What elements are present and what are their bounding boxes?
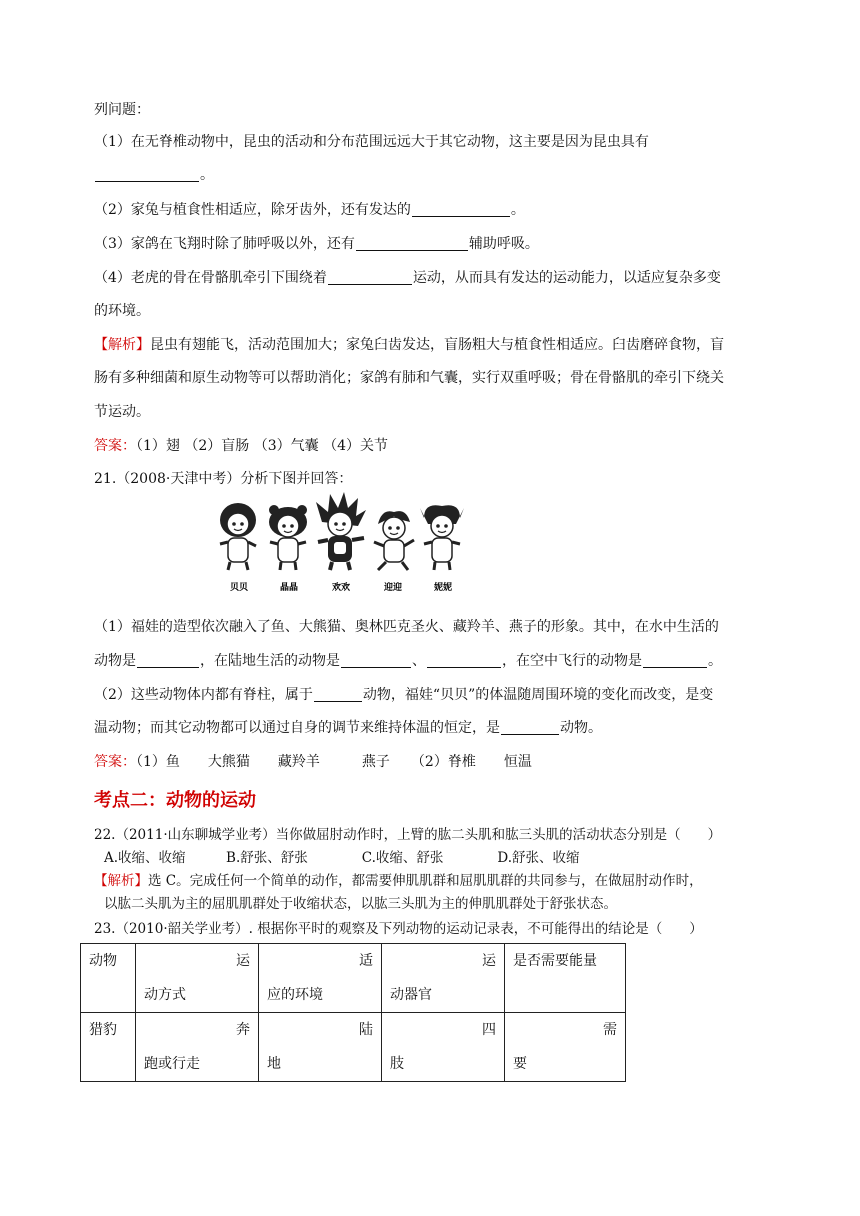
text-fragment: （4）老虎的骨在骨骼肌牵引下围绕着 xyxy=(94,270,327,286)
fuwa-name: 妮妮 xyxy=(434,583,453,593)
movement-record-table xyxy=(80,943,626,1082)
answer-blank xyxy=(643,653,707,668)
answer-blank xyxy=(356,236,468,251)
answer-line xyxy=(94,437,388,455)
text-line: 列问题： xyxy=(94,102,150,118)
question-21: 21.（2008·天津中考）分析下图并回答： xyxy=(94,471,353,487)
text-fragment: 。 xyxy=(200,167,214,183)
fuwa-name: 欢欢 xyxy=(332,583,351,593)
analysis-line: 节运动。 xyxy=(94,404,150,420)
analysis-line xyxy=(94,872,703,890)
fuwa-image xyxy=(208,492,470,596)
text-fragment: （1）鱼 大熊猫 藏羚羊 燕子 （2）脊椎 恒温 xyxy=(136,754,532,770)
text-fragment: （2）这些动物体内都有脊柱，属于 xyxy=(94,687,313,703)
text-fragment: ，在空中飞行的动物是 xyxy=(502,653,642,669)
table-cell: 陆 地 xyxy=(259,1013,382,1082)
analysis-line: 以肱二头肌为主的屈肌肌群处于收缩状态，以肱三头肌为主的伸肌肌群处于舒张状态。 xyxy=(104,896,617,912)
question-23: 23.（2010·韶关学业考）. 根据你平时的观察及下列动物的运动记录表，不可能得出的结论是（ ） xyxy=(94,921,703,937)
analysis-line: 肠有多种细菌和原生动物等可以帮助消化；家鸽有肺和气囊，实行双重呼吸；骨在骨骼肌的牵引下绕关 xyxy=(94,370,724,386)
fuwa-name: 迎迎 xyxy=(384,583,403,593)
question-22: 22.（2011·山东聊城学业考）当你做屈肘动作时，上臂的肱二头肌和肱三头肌的活动状态分别是（ ） xyxy=(94,827,722,843)
text-fragment: 辅助呼吸。 xyxy=(468,236,539,252)
question-20-4 xyxy=(94,269,721,287)
answer-blank xyxy=(95,167,199,182)
fuwa-huanhuan xyxy=(316,492,366,570)
fuwa-beibei xyxy=(220,503,256,570)
answer-blank xyxy=(328,270,412,285)
fuwa-nini xyxy=(420,505,464,570)
table-cell: 四 肢 xyxy=(382,1013,505,1082)
text-fragment: 动物是 xyxy=(94,653,136,669)
table-cell: 运 动器官 xyxy=(382,944,505,1013)
text-fragment: 运动，从而具有发达的运动能力，以适应复杂多变 xyxy=(412,270,721,286)
analysis-tag: 【解析】 xyxy=(94,873,148,889)
fuwa-name: 贝贝 xyxy=(230,583,249,593)
fuwa-figure xyxy=(208,492,470,596)
answer-blank xyxy=(137,653,199,668)
question-20-2 xyxy=(94,201,525,219)
answer-blank xyxy=(501,720,559,735)
table-cell: 动物 xyxy=(81,944,136,1013)
question-20-1: （1）在无脊椎动物中，昆虫的活动和分布范围远远大于其它动物，这主要是因为昆虫具有 xyxy=(94,134,649,150)
analysis-line xyxy=(94,336,724,354)
text-fragment: 动物，福娃“贝贝”的体温随周围环境的变化而改变，是变 xyxy=(362,687,714,703)
text-line: 的环境。 xyxy=(94,303,150,319)
text-fragment: （2）家兔与植食性相适应，除牙齿外，还有发达的 xyxy=(94,202,411,218)
question-20-3 xyxy=(94,235,539,253)
text-fragment: ，在陆地生活的动物是 xyxy=(200,653,340,669)
question-21-2 xyxy=(94,686,713,704)
question-21-2-cont xyxy=(94,719,602,737)
answer-blank xyxy=(314,687,362,702)
answer-blank xyxy=(412,202,510,217)
question-20-1-blank xyxy=(94,166,214,184)
question-22-options: A.收缩、收缩 B.舒张、舒张 C.收缩、舒张 D.舒张、收缩 xyxy=(104,850,580,866)
table-cell: 猎豹 xyxy=(81,1013,136,1082)
text-fragment: 温动物；而其它动物都可以通过自身的调节来维持体温的恒定，是 xyxy=(94,720,500,736)
table-cell: 运 动方式 xyxy=(136,944,259,1013)
fuwa-jingjing xyxy=(269,505,307,570)
text-fragment: 。 xyxy=(510,202,525,218)
answer-line xyxy=(94,753,532,771)
table-header-row xyxy=(81,944,626,1013)
fuwa-name: 晶晶 xyxy=(280,583,299,593)
question-21-1-cont xyxy=(94,652,722,670)
table-cell: 是否需要能量 xyxy=(505,944,626,1013)
table-cell: 适 应的环境 xyxy=(259,944,382,1013)
answer-blank xyxy=(341,653,411,668)
fuwa-yingying xyxy=(374,511,414,570)
text-fragment: 、 xyxy=(412,653,426,669)
answer-tag: 答案： xyxy=(94,438,136,454)
text-fragment: 动物。 xyxy=(560,720,602,736)
answer-blank xyxy=(427,653,501,668)
text-fragment: （1）翅 （2）盲肠 （3）气囊 （4）关节 xyxy=(136,438,388,454)
table-row xyxy=(81,1013,626,1082)
analysis-tag: 【解析】 xyxy=(94,337,150,353)
table-cell: 需 要 xyxy=(505,1013,626,1082)
answer-tag: 答案： xyxy=(94,754,136,770)
text-fragment: 选 C。完成任何一个简单的动作，都需要伸肌肌群和屈肌肌群的共同参与，在做屈肘动作时， xyxy=(148,873,703,889)
text-fragment: （3）家鸽在飞翔时除了肺呼吸以外，还有 xyxy=(94,236,355,252)
text-fragment: 。 xyxy=(708,653,722,669)
text-fragment: 昆虫有翅能飞，活动范围加大；家兔臼齿发达，盲肠粗大与植食性相适应。臼齿磨碎食物，盲 xyxy=(150,337,724,353)
section-heading: 考点二：动物的运动 xyxy=(94,790,256,811)
question-21-1: （1）福娃的造型依次融入了鱼、大熊猫、奥林匹克圣火、藏羚羊、燕子的形象。其中，在水中生活的 xyxy=(94,619,719,635)
table-cell: 奔 跑或行走 xyxy=(136,1013,259,1082)
